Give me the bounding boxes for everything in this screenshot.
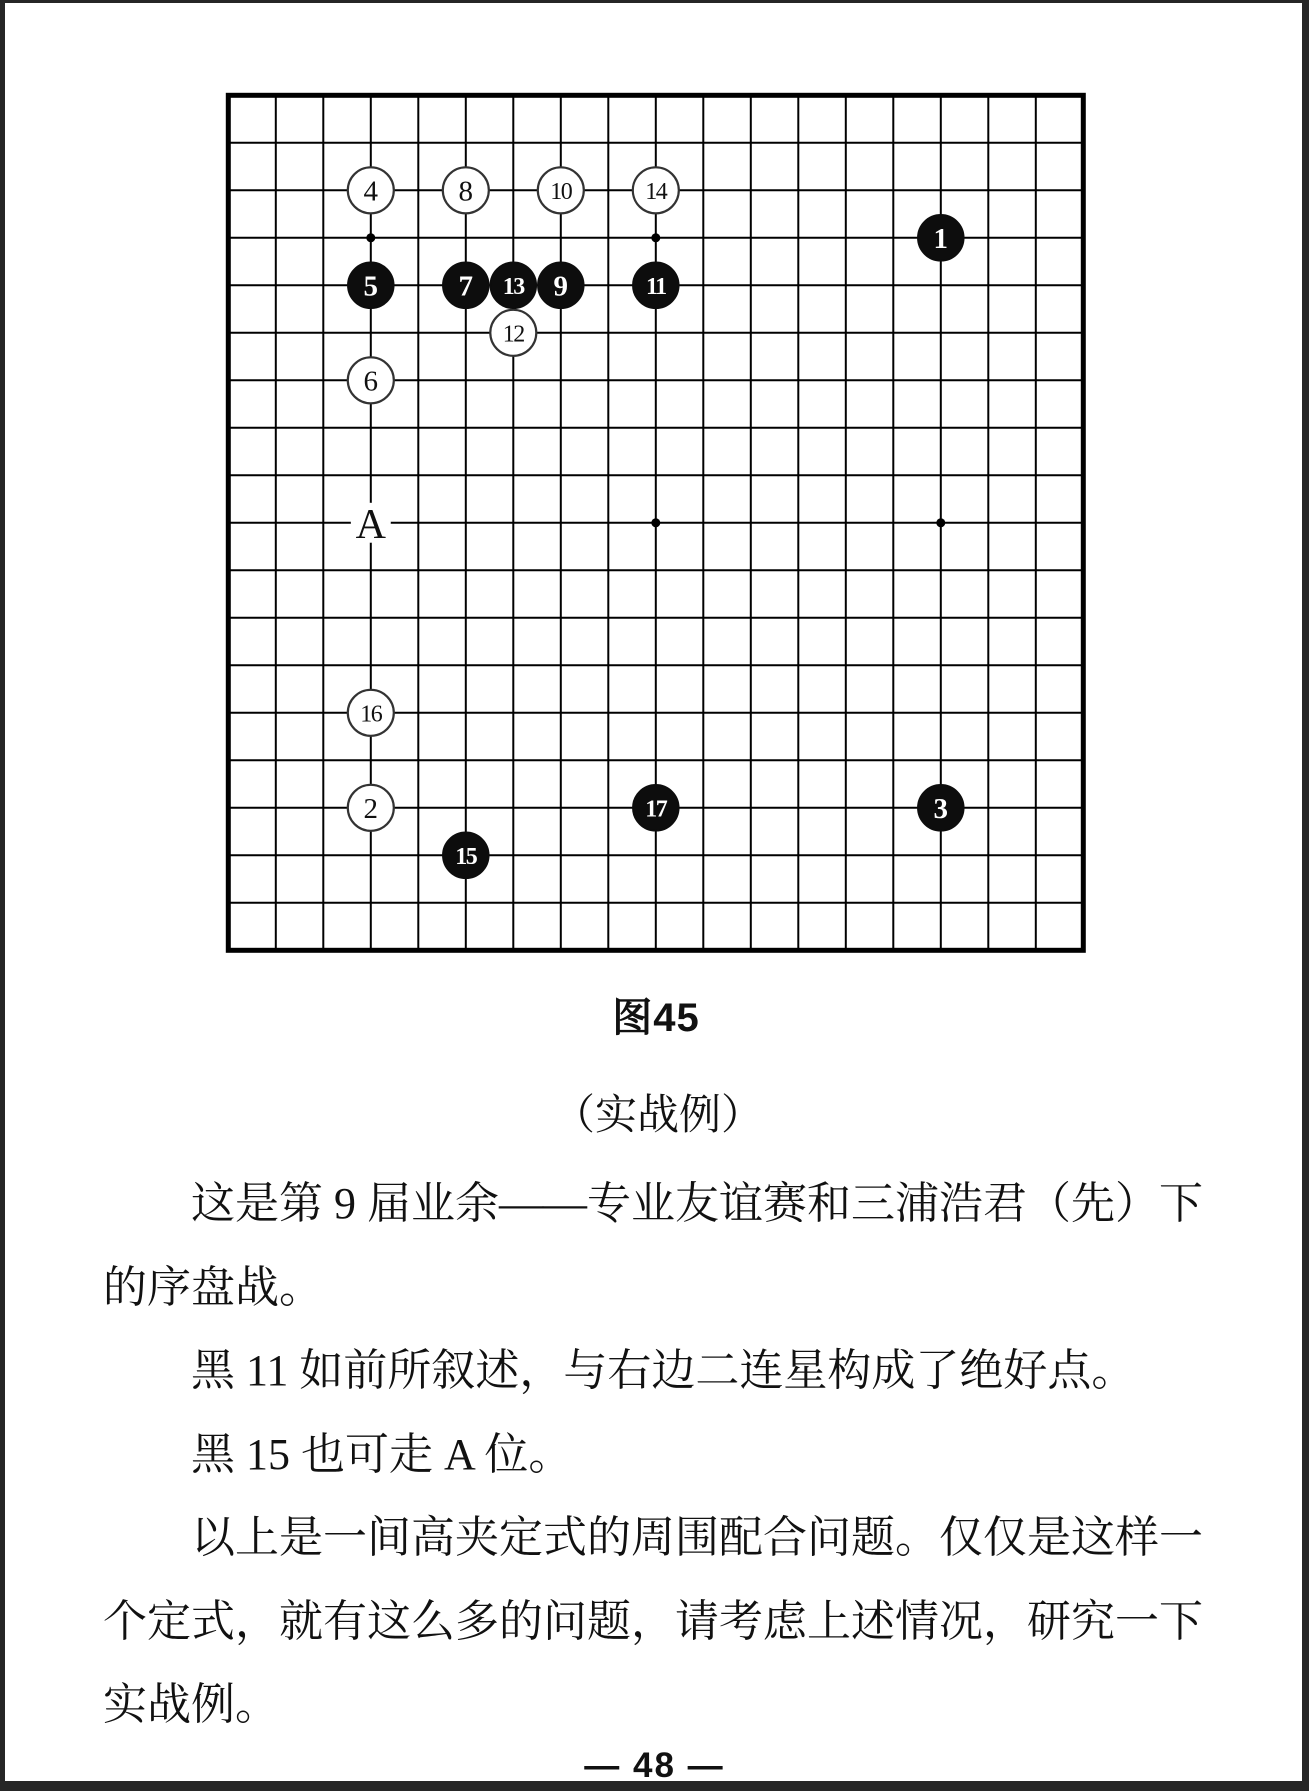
text-line: 黑 11 如前所叙述，与右边二连星构成了绝好点。 (191, 1346, 1136, 1395)
text-line: 的序盘战。 (103, 1263, 323, 1312)
page-number: — 48 — (584, 1746, 725, 1785)
stone-number: 12 (502, 321, 524, 348)
text-line: 黑 15 也可走 A 位。 (191, 1430, 573, 1479)
stone-number: 15 (455, 843, 477, 870)
star-point (651, 518, 660, 527)
stone-number: 2 (363, 793, 379, 826)
stone-number: 17 (645, 796, 667, 823)
text-line: 以上是一间高夹定式的周围配合问题。仅仅是这样一 (191, 1513, 1203, 1562)
stone-number: 10 (550, 178, 572, 205)
stone-number: 14 (645, 178, 667, 205)
figure-subtitle: （实战例） (552, 1093, 763, 1139)
figure-caption: 图45 (612, 996, 700, 1040)
go-board (200, 67, 1112, 979)
stone-number: 8 (458, 175, 474, 208)
stone-number: 5 (363, 270, 379, 303)
text-line: 个定式，就有这么多的问题，请考虑上述情况，研究一下 (103, 1597, 1203, 1646)
star-point (366, 233, 375, 242)
page-border-right (1302, 0, 1309, 1791)
star-point (651, 233, 660, 242)
text-line: 实战例。 (103, 1680, 279, 1729)
stone-number: 7 (458, 270, 474, 303)
stone-number: 9 (553, 270, 569, 303)
stone-number: 3 (933, 793, 949, 826)
star-point (936, 518, 945, 527)
stone-number: 6 (363, 365, 379, 398)
board-marker-A: A (355, 501, 386, 548)
page-border-left (0, 0, 5, 1791)
stone-number: 4 (363, 175, 379, 208)
text-line: 这是第 9 届业余——专业友谊赛和三浦浩君（先）下 (191, 1179, 1203, 1228)
stone-number: 13 (502, 273, 524, 300)
stone-number: 11 (645, 273, 666, 300)
go-board-diagram (200, 67, 1112, 979)
stone-number: 1 (933, 223, 949, 256)
page-border-top (0, 0, 1309, 3)
stone-number: 16 (360, 701, 382, 728)
